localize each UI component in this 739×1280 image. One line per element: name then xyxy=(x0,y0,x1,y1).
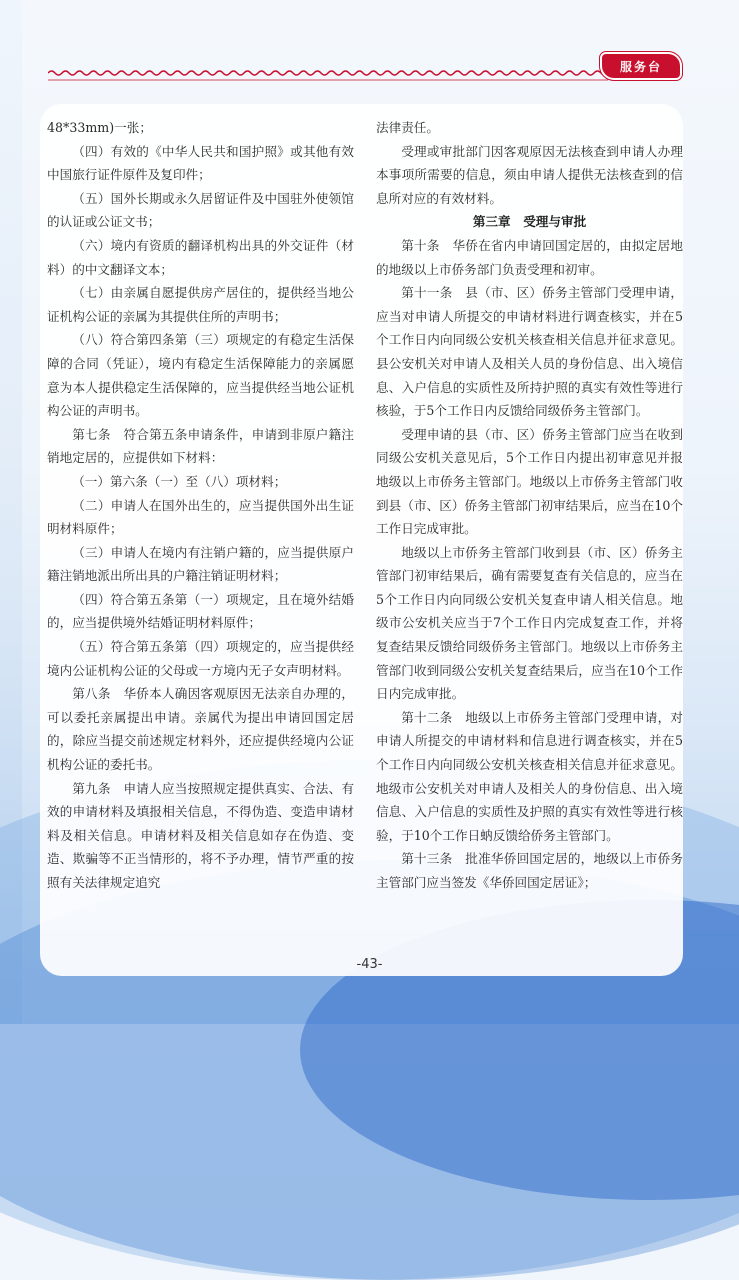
background-stripe xyxy=(0,0,22,1024)
paragraph: 地级以上市侨务主管部门收到县（市、区）侨务主管部门初审结果后，确有需要复查有关信息的，应当在5个工作日内向同级公安机关复查申请人相关信息。地级市公安机关应当于7个工作日内完成复查工作，并将复查结果反馈给同级侨务主管部门。地级以上市侨务主管部门收到同级公安机关复查结果后，应当在10个工作日内完成审批。 xyxy=(376,544,683,702)
paragraph: 受理申请的县（市、区）侨务主管部门应当在收到同级公安机关意见后，5个工作日内提出初审意见并报地级以上市侨务主管部门。地级以上市侨务主管部门收到县（市、区）侨务主管部门初审结果后，应当在10个工作日完成审批。 xyxy=(376,426,683,537)
paragraph: （二）申请人在国外出生的，应当提供国外出生证明材料原件； xyxy=(47,497,354,537)
right-column xyxy=(376,116,683,895)
paragraph: 第八条 华侨本人确因客观原因无法亲自办理的，可以委托亲属提出申请。亲属代为提出申请回国定居的，除应当提交前述规定材料外，还应提供经境内公证机构公证的委托书。 xyxy=(47,686,354,773)
paragraph: （四）有效的《中华人民共和国护照》或其他有效中国旅行证件原件及复印件； xyxy=(47,143,354,183)
chapter-heading: 第三章 受理与审批 xyxy=(472,214,587,230)
paragraph: （八）符合第四条第（三）项规定的有稳定生活保障的合同（凭证），境内有稳定生活保障能力的亲属愿意为本人提供稳定生活保障的，应当提供经当地公证机构公证的声明书。 xyxy=(47,332,354,419)
paragraph: 第七条 符合第五条申请条件，申请到非原户籍注销地定居的，应提供如下材料： xyxy=(47,426,354,466)
paragraph: （五）符合第五条第（四）项规定的，应当提供经境内公证机构公证的父母或一方境内无子女声明材料。 xyxy=(47,639,354,678)
paragraph: 第十二条 地级以上市侨务主管部门受理申请，对申请人所提交的申请材料和信息进行调查核实，并在5个工作日内向同级公安机关核查相关信息并征求意见。地级市公安机关对申请人及相关人的身份信息、出入境信息、入户信息的实质性及护照的真实有效性等进行核验，于10个工作日蚋反馈给侨务主管部门。 xyxy=(376,709,683,843)
paragraph: （六）境内有资质的翻译机构出具的外交证件（材料）的中文翻译文本； xyxy=(47,237,354,277)
paragraph: （一）第六条（一）至（八）项材料； xyxy=(72,473,287,489)
section-badge: 服务台 xyxy=(602,54,680,78)
paragraph: （三）申请人在境内有注销户籍的，应当提供原户籍注销地派出所出具的户籍注销证明材料； xyxy=(47,544,354,584)
paragraph: 第九条 申请人应当按照规定提供真实、合法、有效的申请材料及填报相关信息，不得伪造、变造申请材料及相关信息。申请材料及相关信息如存在伪造、变造、欺骗等不正当情形的，将不予办理，情节严重的按照有关法律规定追究 xyxy=(47,780,354,890)
paragraph: （四）符合第五条第（一）项规定，且在境外结婚的，应当提供境外结婚证明材料原件； xyxy=(47,591,354,631)
header-wavy-rule xyxy=(48,68,608,82)
paragraph: 48*33mm)一张； xyxy=(47,120,152,135)
paragraph: 受理或审批部门因客观原因无法核查到申请人办理本事项所需要的信息，须由申请人提供无法核查到的信息所对应的有效材料。 xyxy=(376,143,683,206)
left-column xyxy=(47,116,354,895)
paragraph: （五）国外长期或永久居留证件及中国驻外使领馆的认证或公证文书； xyxy=(47,190,354,230)
paragraph: 法律责任。 xyxy=(376,120,439,135)
paragraph: （七）由亲属自愿提供房产居住的，提供经当地公证机构公证的亲属为其提供住所的声明书； xyxy=(47,285,354,324)
paragraph: 第十条 华侨在省内申请回国定居的，由拟定居地的地级以上市侨务部门负责受理和初审。 xyxy=(376,237,683,277)
paragraph: 第十三条 批准华侨回国定居的，地级以上市侨务主管部门应当签发《华侨回国定居证》； xyxy=(376,851,683,890)
paragraph: 第十一条 县（市、区）侨务主管部门受理申请，应当对申请人所提交的申请材料进行调查核实，并在5个工作日内向同级公安机关核查相关信息并征求意见。县公安机关对申请人及相关人员的身份信息、出入境信息、入户信息的实质性及所持护照的真实有效性等进行核验，于5个工作日内反馈给同级侨务主管部门。 xyxy=(376,285,683,419)
page-number: -43- xyxy=(356,957,383,972)
